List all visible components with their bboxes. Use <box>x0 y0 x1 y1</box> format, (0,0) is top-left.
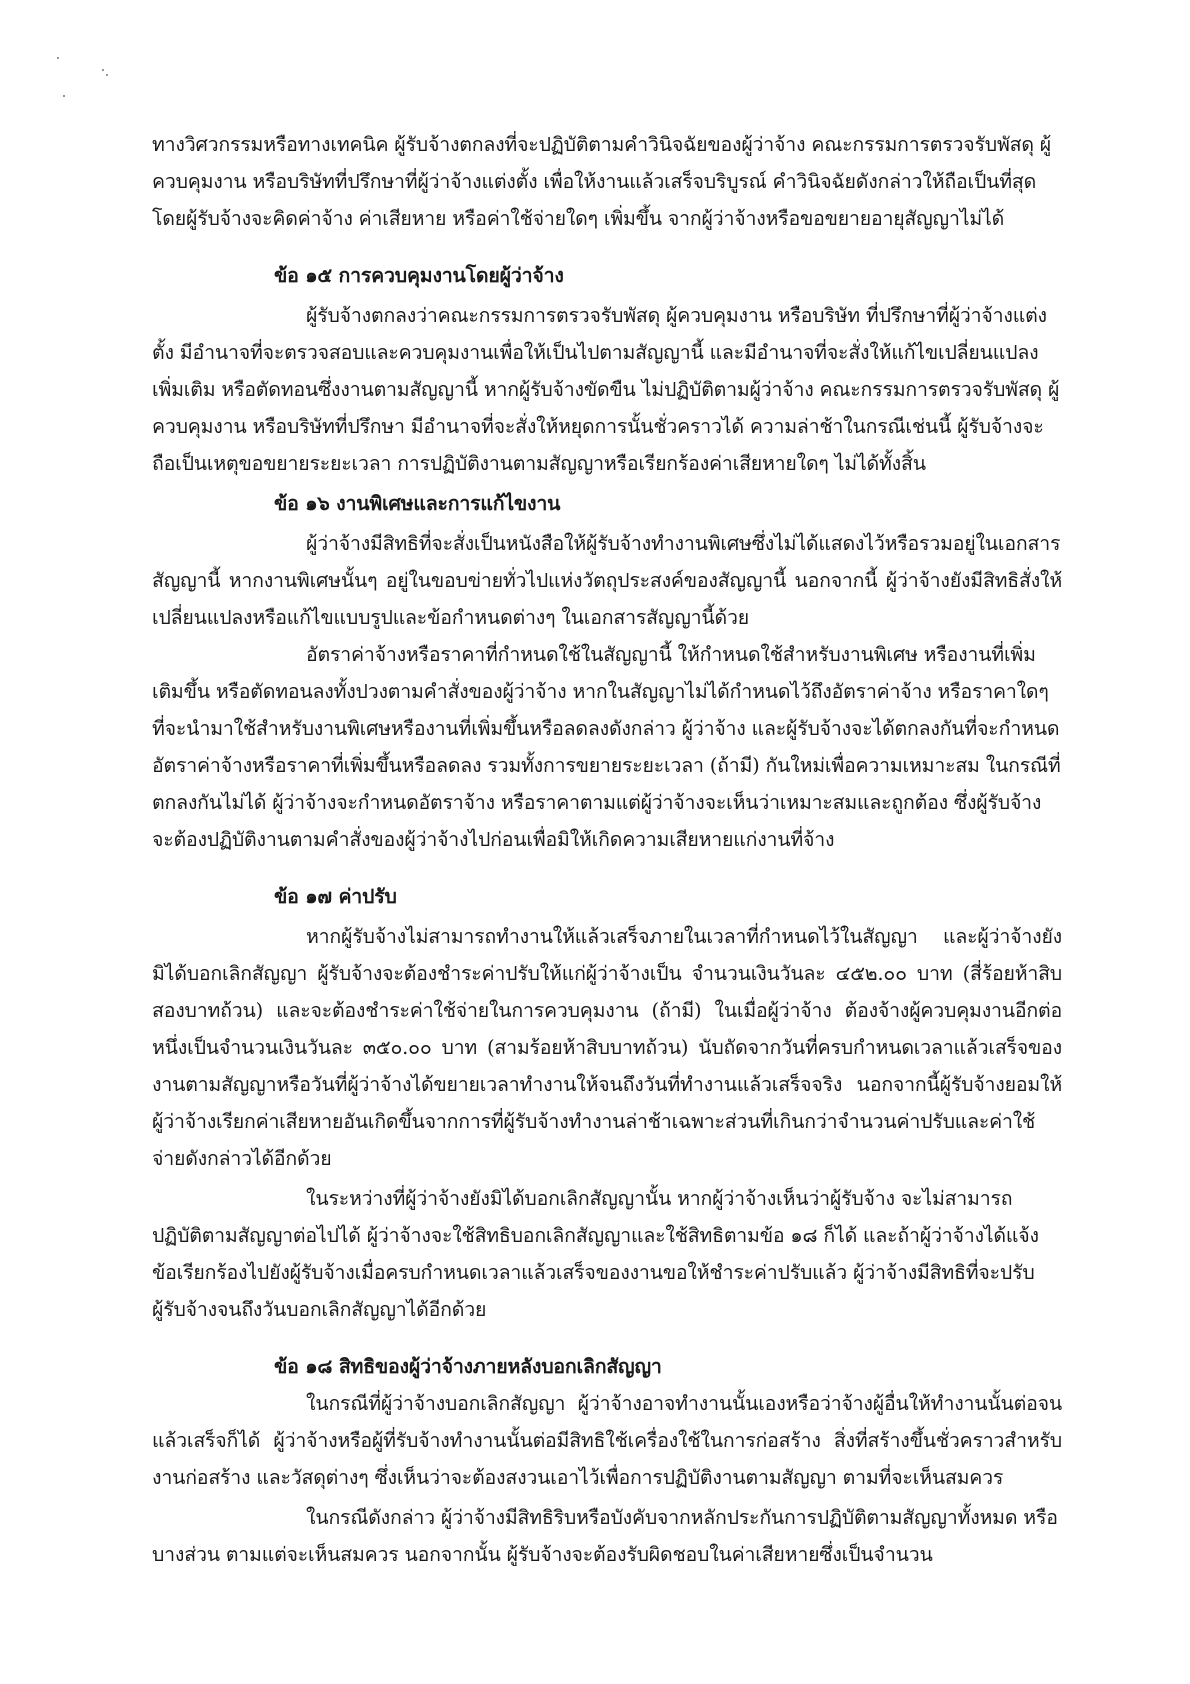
section-16-paragraph-2: อัตราค่าจ้างหรือราคาที่กำหนดใช้ในสัญญานี้ ให้กำหนดใช้สำหรับงานพิเศษ หรืองานที่เพิ่มเติมขึ้น หรือตัดทอนลงทั้งปวงตามคำสั่งของผู้ว่าจ้าง หากในสัญญาไม่ได้กำหนดไว้ถึงอัตราค่าจ้าง หรือราคาใดๆ ที่จะนำมาใช้สำหรับงานพิเศษหรืองานที่เพิ่มขึ้นหรือลดลงดังกล่าว ผู้ว่าจ้าง และผู้รับจ้างจะได้ตกลงกันที่จะกำหนดอัตราค่าจ้างหรือราคาที่เพิ่มขึ้นหรือลดลง รวมทั้งการขยายระยะเวลา (ถ้ามี) กันใหม่เพื่อความเหมาะสม ในกรณีที่ตกลงกันไม่ได้ ผู้ว่าจ้างจะกำหนดอัตราจ้าง หรือราคาตามแต่ผู้ว่าจ้างจะเห็นว่าเหมาะสมและถูกต้อง ซึ่งผู้รับจ้างจะต้องปฏิบัติงานตามคำสั่งของผู้ว่าจ้างไปก่อนเพื่อมิให้เกิดความเสียหายแก่งานที่จ้าง <box>152 643 1061 851</box>
section-18-heading: ข้อ ๑๘ สิทธิของผู้ว่าจ้างภายหลังบอกเลิกสัญญา <box>274 1355 662 1378</box>
section-16-heading: ข้อ ๑๖ งานพิเศษและการแก้ไขงาน <box>274 492 561 515</box>
section-15-paragraph-1: ผู้รับจ้างตกลงว่าคณะกรรมการตรวจรับพัสดุ ผู้ควบคุมงาน หรือบริษัท ที่ปรึกษาที่ผู้ว่าจ้างแต่งตั้ง มีอำนาจที่จะตรวจสอบและควบคุมงานเพื่อให้เป็นไปตามสัญญานี้ และมีอำนาจที่จะสั่งให้แก้ไขเปลี่ยนแปลงเพิ่มเติม หรือตัดทอนซึ่งงานตามสัญญานี้ หากผู้รับจ้างขัดขืน ไม่ปฏิบัติตามผู้ว่าจ้าง คณะกรรมการตรวจรับพัสดุ ผู้ควบคุมงาน หรือบริษัทที่ปรึกษา มีอำนาจที่จะสั่งให้หยุดการนั้นชั่วคราวได้ ความล่าช้าในกรณีเช่นนี้ ผู้รับจ้างจะถือเป็นเหตุขอขยายระยะเวลา การปฏิบัติงานตามสัญญาหรือเรียกร้องค่าเสียหายใดๆ ไม่ได้ทั้งสิ้น <box>152 304 1060 475</box>
scan-speck <box>63 95 65 97</box>
section-17-paragraph-1: หากผู้รับจ้างไม่สามารถทำงานให้แล้วเสร็จภายในเวลาที่กำหนดไว้ในสัญญา และผู้ว่าจ้างยังมิได้บอกเลิกสัญญา ผู้รับจ้างจะต้องชำระค่าปรับให้แก่ผู้ว่าจ้างเป็น จำนวนเงินวันละ ๔๕๒.๐๐ บาท (สี่ร้อยห้าสิบสองบาทถ้วน) และจะต้องชำระค่าใช้จ่ายในการควบคุมงาน (ถ้ามี) ในเมื่อผู้ว่าจ้าง ต้องจ้างผู้ควบคุมงานอีกต่อหนึ่งเป็นจำนวนเงินวันละ ๓๕๐.๐๐ บาท (สามร้อยห้าสิบบาทถ้วน) นับถัดจากวันที่ครบกำหนดเวลาแล้วเสร็จของงานตามสัญญาหรือวันที่ผู้ว่าจ้างได้ขยายเวลาทำงานให้จนถึงวันที่ทำงานแล้วเสร็จจริง นอกจากนี้ผู้รับจ้างยอมให้ผู้ว่าจ้างเรียกค่าเสียหายอันเกิดขึ้นจากการที่ผู้รับจ้างทำงานล่าช้าเฉพาะส่วนที่เกินกว่าจำนวนค่าปรับและค่าใช้จ่ายดังกล่าวได้อีกด้วย <box>152 925 1062 1170</box>
scan-speck <box>57 57 59 59</box>
section-17-heading: ข้อ ๑๗ ค่าปรับ <box>274 885 397 908</box>
section-17-paragraph-2: ในระหว่างที่ผู้ว่าจ้างยังมิได้บอกเลิกสัญญานั้น หากผู้ว่าจ้างเห็นว่าผู้รับจ้าง จะไม่สามารถปฏิบัติตามสัญญาต่อไปได้ ผู้ว่าจ้างจะใช้สิทธิบอกเลิกสัญญาและใช้สิทธิตามข้อ ๑๘ ก็ได้ และถ้าผู้ว่าจ้างได้แจ้งข้อเรียกร้องไปยังผู้รับจ้างเมื่อครบกำหนดเวลาแล้วเสร็จของงานขอให้ชำระค่าปรับแล้ว ผู้ว่าจ้างมีสิทธิที่จะปรับผู้รับจ้างจนถึงวันบอกเลิกสัญญาได้อีกด้วย <box>152 1187 1039 1321</box>
scan-speck <box>106 74 108 76</box>
section-18-paragraph-2: ในกรณีดังกล่าว ผู้ว่าจ้างมีสิทธิริบหรือบังคับจากหลักประกันการปฏิบัติตามสัญญาทั้งหมด หรือบางส่วน ตามแต่จะเห็นสมควร นอกจากนั้น ผู้รับจ้างจะต้องรับผิดชอบในค่าเสียหายซึ่งเป็นจำนวน <box>152 1506 1058 1566</box>
scan-specks <box>55 55 135 115</box>
section-18-paragraph-1: ในกรณีที่ผู้ว่าจ้างบอกเลิกสัญญา ผู้ว่าจ้างอาจทำงานนั้นเองหรือว่าจ้างผู้อื่นให้ทำงานนั้นต่อจนแล้วเสร็จก็ได้ ผู้ว่าจ้างหรือผู้ที่รับจ้างทำงานนั้นต่อมีสิทธิใช้เครื่องใช้ในการก่อสร้าง สิ่งที่สร้างขึ้นชั่วคราวสำหรับงานก่อสร้าง และวัสดุต่างๆ ซึ่งเห็นว่าจะต้องสงวนเอาไว้เพื่อการปฏิบัติงานตามสัญญา ตามที่จะเห็นสมควร <box>152 1392 1062 1489</box>
continuation-paragraph: ทางวิศวกรรมหรือทางเทคนิค ผู้รับจ้างตกลงที่จะปฏิบัติตามคำวินิจฉัยของผู้ว่าจ้าง คณะกรรมการตรวจรับพัสดุ ผู้ควบคุมงาน หรือบริษัทที่ปรึกษาที่ผู้ว่าจ้างแต่งตั้ง เพื่อให้งานแล้วเสร็จบริบูรณ์ คำวินิจฉัยดังกล่าวให้ถือเป็นที่สุด โดยผู้รับจ้างจะคิดค่าจ้าง ค่าเสียหาย หรือค่าใช้จ่ายใดๆ เพิ่มขึ้น จากผู้ว่าจ้างหรือขอขยายอายุสัญญาไม่ได้ <box>152 133 1052 230</box>
scan-speck <box>102 69 104 71</box>
section-15-heading: ข้อ ๑๕ การควบคุมงานโดยผู้ว่าจ้าง <box>274 264 564 287</box>
document-page <box>152 126 1062 1573</box>
section-16-paragraph-1: ผู้ว่าจ้างมีสิทธิที่จะสั่งเป็นหนังสือให้ผู้รับจ้างทำงานพิเศษซึ่งไม่ได้แสดงไว้หรือรวมอยู่ในเอกสารสัญญานี้ หากงานพิเศษนั้นๆ อยู่ในขอบข่ายทั่วไปแห่งวัตถุประสงค์ของสัญญานี้ นอกจากนี้ ผู้ว่าจ้างยังมีสิทธิสั่งให้เปลี่ยนแปลงหรือแก้ไขแบบรูปและข้อกำหนดต่างๆ ในเอกสารสัญญานี้ด้วย <box>152 532 1062 629</box>
